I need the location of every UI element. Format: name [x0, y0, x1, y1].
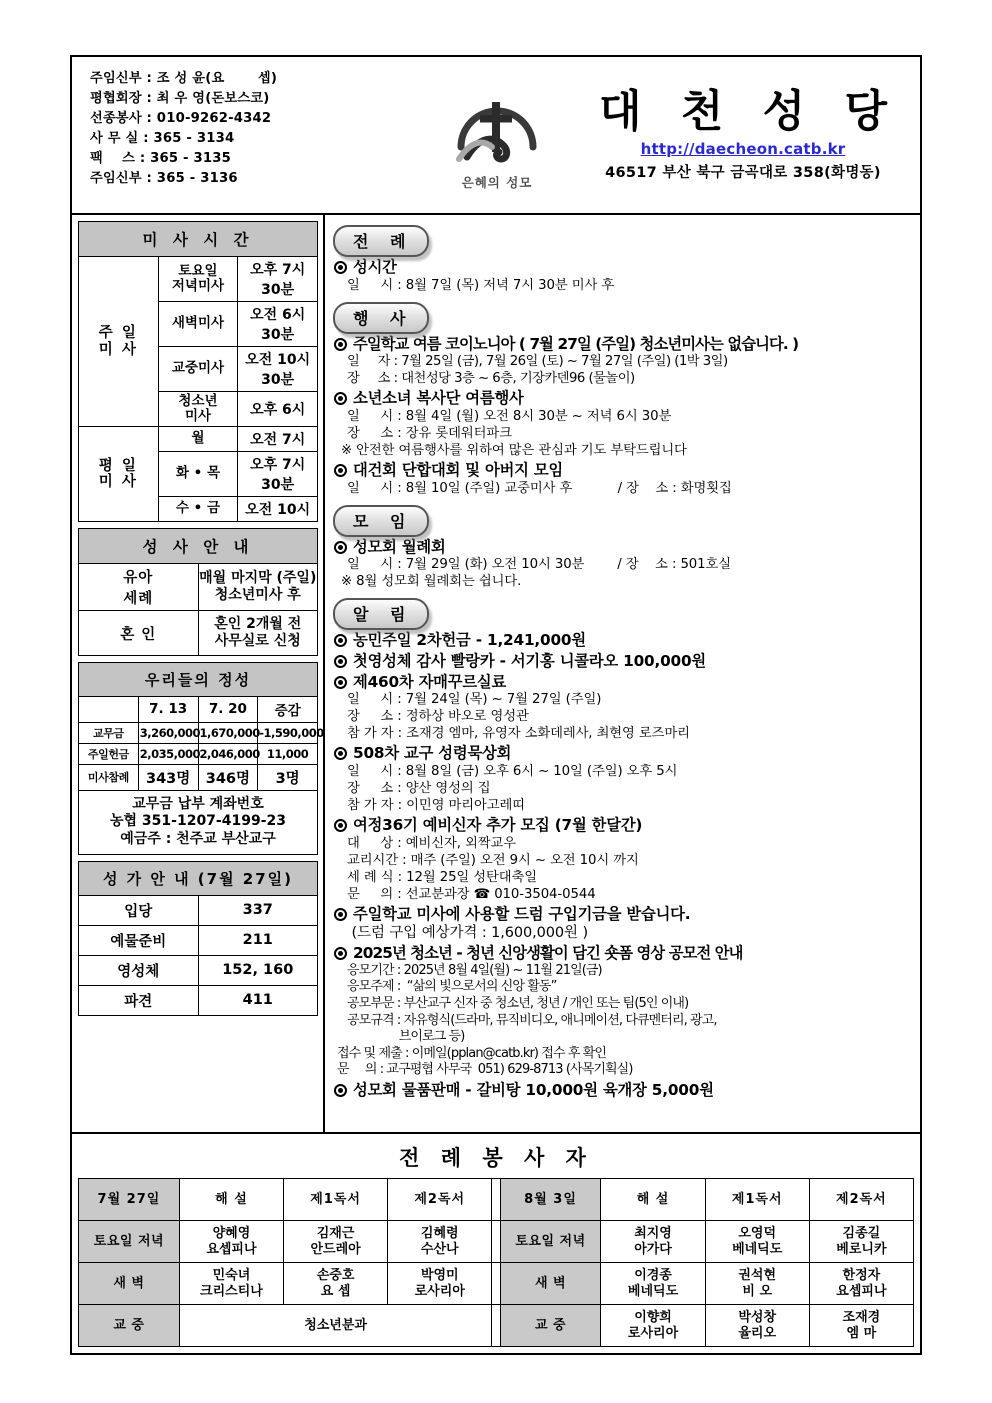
servers-left-header-reading2: 제2독서: [388, 1179, 492, 1221]
servers-right-header-reading2: 제2독서: [809, 1179, 913, 1221]
item-detail-line: 장 소 : 양산 영성의 집: [347, 781, 491, 797]
offering-table: [78, 662, 324, 791]
sacrament-value-infant-baptism: 매월 마지막 (주일) 청소년미사 후: [198, 564, 318, 611]
item-detail-line: 장 소 : 정하상 바오로 영성관: [347, 709, 529, 725]
servers-right-dawn-commentator: [601, 1263, 705, 1305]
mass-group-sunday-label: 주 일 미 사: [79, 257, 159, 427]
servers-table: [78, 1178, 914, 1347]
table-row: [79, 1179, 914, 1221]
bullet-icon: [334, 655, 347, 668]
servers-left-row-label-sat-evening: 토요일 저녁: [79, 1221, 180, 1263]
item-detail-line: (드럼 구입 예상가격 : 1,600,000원 ): [347, 924, 589, 941]
server-name: 박성창: [738, 1310, 777, 1326]
right-column: [325, 215, 920, 1132]
list-item: [333, 631, 914, 650]
item-detail-note: ※ 안전한 여름행사를 위하여 많은 관심과 기도 부탁드립니다: [341, 443, 687, 459]
bulletin-body: [72, 215, 920, 1132]
bullet-icon: [334, 747, 347, 760]
item-heading: [333, 1081, 914, 1100]
table-row: [79, 764, 318, 790]
hymn-value-communion: 152, 160: [198, 955, 318, 985]
servers-left-sat-reading2: [388, 1221, 492, 1263]
item-detail-line: 공모규격 : 자유형식(드라마, 뮤직비디오, 애니메이션, 다큐멘터리, 광고,: [347, 1012, 717, 1028]
servers-left-main-merged: 청소년분과: [179, 1305, 491, 1347]
table-row: [79, 895, 318, 925]
server-name: 손중호: [316, 1268, 355, 1284]
item-detail-line: 문 의 : 교구평협 사무국 051) 629-8713 (사목기획실): [337, 1062, 633, 1078]
offering-sunday-change: 11,000: [258, 743, 318, 764]
item-heading: [333, 816, 914, 835]
mass-time-wed-fri: 오전 10시: [238, 497, 318, 522]
item-heading-text: 성모회 월례회: [353, 537, 446, 556]
server-baptismal-name: 수산나: [420, 1241, 459, 1257]
bullet-icon: [334, 1084, 347, 1097]
item-heading-text: 508차 교구 성령묵상회: [353, 744, 512, 763]
list-item: [333, 673, 914, 743]
mass-kind-youth: 청소년 미사: [158, 392, 238, 427]
item-detail-line: 접수 및 제출 : 이메일(pplan@catb.kr) 접수 후 확인: [337, 1045, 607, 1061]
church-logo-block: [422, 57, 572, 213]
server-baptismal-name: 요셉피나: [206, 1241, 257, 1257]
servers-right-sat-commentator: [601, 1221, 705, 1263]
servers-left-dawn-commentator: [179, 1263, 283, 1305]
mass-kind-main: 교중미사: [158, 347, 238, 392]
servers-right-main-reading1: [705, 1305, 809, 1347]
servers-right-row-label-main: 교 중: [500, 1305, 601, 1347]
sacrament-key-marriage: 혼 인: [79, 611, 199, 656]
bulletin-page: [70, 55, 922, 1355]
servers-right-dawn-reading1: [705, 1263, 809, 1305]
hymn-value-entrance: 337: [198, 895, 318, 925]
list-item: [333, 258, 914, 294]
hymn-guide-title: 성 가 안 내 (7월 27일): [79, 861, 318, 895]
hymn-label-offertory: 예물준비: [79, 925, 199, 955]
bullet-icon: [334, 392, 347, 405]
mass-schedule-title: 미 사 시 간: [79, 222, 318, 257]
table-row: [79, 722, 318, 743]
mass-time-tue-thu: 오후 7시 30분: [238, 452, 318, 497]
offering-attendance-date1: 343명: [138, 764, 198, 790]
item-heading: [333, 905, 914, 924]
table-row: [79, 1221, 914, 1263]
servers-left-dawn-reading2: [388, 1263, 492, 1305]
server-name: 이경종: [634, 1268, 672, 1284]
mass-time-monday: 오전 7시: [238, 427, 318, 452]
item-heading: [333, 631, 914, 650]
offering-sunday-date2: 2,046,000: [198, 743, 258, 764]
offering-dues-date2: 1,670,000: [198, 722, 258, 743]
item-detail-line: 일 시 : 7월 24일 (목) ~ 7월 27일 (주일): [347, 692, 602, 708]
server-baptismal-name: 비 오: [742, 1283, 773, 1299]
servers-left-header-commentator: 해 설: [179, 1179, 283, 1221]
item-detail-line: 장 소 : 장유 롯데워터파크: [347, 426, 512, 442]
item-heading: [333, 538, 914, 557]
account-number: 농협 351-1207-4199-23: [110, 813, 286, 830]
contact-line-priest: 주임신부 : 조 성 윤(요 셉): [90, 71, 278, 86]
servers-right-row-label-dawn: 새 벽: [500, 1263, 601, 1305]
section-pill-meetings-label: 모 임: [333, 505, 429, 537]
offering-sunday-date1: 2,035,000: [138, 743, 198, 764]
item-heading-text: 농민주일 2차헌금 - 1,241,000원: [353, 631, 586, 650]
list-item: [333, 1081, 914, 1100]
hymn-guide-table: [78, 861, 318, 1016]
list-item: [333, 744, 914, 814]
bullet-icon: [334, 338, 347, 351]
server-baptismal-name: 아가다: [634, 1241, 672, 1257]
left-column: [72, 215, 325, 1132]
mass-kind-tue-thu: 화 • 목: [158, 452, 238, 497]
offering-title: 우리들의 정성: [79, 662, 318, 696]
item-detail-line: 대 상 : 예비신자, 외짝교우: [347, 835, 516, 851]
contact-line-council-chair: 평협회장 : 최 우 영(돈보스코): [90, 91, 270, 107]
server-name: 이향희: [634, 1310, 672, 1326]
servers-right-main-commentator: [601, 1305, 705, 1347]
hymn-label-recessional: 파견: [79, 985, 199, 1015]
item-detail-line: 문 의 : 선교분과장 ☎ 010-3504-0544: [347, 886, 596, 902]
table-gap: [492, 1221, 500, 1263]
server-baptismal-name: 크리스티나: [200, 1283, 263, 1299]
contact-line-priest-phone: 주임신부 : 365 - 3136: [90, 171, 238, 187]
section-pill-events: [333, 302, 914, 332]
item-heading: [333, 944, 914, 963]
item-detail-line: 브이로그 등): [347, 1029, 465, 1045]
offering-dues-date1: 3,260,000: [138, 722, 198, 743]
offering-col-date2: 7. 20: [198, 696, 258, 722]
offering-attendance-change: 3명: [258, 764, 318, 790]
item-detail-line: 장 소 : 대천성당 3층 ~ 6층, 기장카덴96 (물놀이): [347, 371, 635, 387]
offering-col-date1: 7. 13: [138, 696, 198, 722]
bullet-icon: [334, 464, 347, 477]
liturgical-servers-section: [72, 1132, 920, 1353]
server-name: 김종길: [842, 1226, 881, 1242]
item-heading-text: 성모회 물품판매 - 갈비탕 10,000원 육개장 5,000원: [353, 1081, 714, 1100]
server-baptismal-name: 베네딕도: [627, 1283, 679, 1299]
mass-time-youth: 오후 6시: [238, 392, 318, 427]
table-gap: [492, 1263, 500, 1305]
item-heading-text: 제460차 자매꾸르실료: [353, 672, 507, 691]
servers-right-main-reading2: [809, 1305, 913, 1347]
server-name: 한정자: [842, 1268, 881, 1284]
item-heading: [333, 258, 914, 277]
server-baptismal-name: 요 셉: [320, 1283, 351, 1299]
bullet-icon: [334, 947, 347, 960]
offering-row-label-attendance: 미사참례: [79, 764, 139, 790]
sacrament-key-infant-baptism: 유아 세례: [79, 564, 199, 611]
account-title: 교무금 납부 계좌번호: [132, 795, 264, 812]
item-detail-line: 일 시 : 8월 4일 (월) 오전 8시 30분 ~ 저녁 6시 30분: [347, 409, 672, 425]
church-website-link[interactable]: http://daecheon.catb.kr: [640, 139, 846, 158]
table-gap: [492, 1179, 500, 1221]
offering-dues-change: -1,590,000: [258, 722, 318, 743]
server-baptismal-name: 로사리아: [414, 1283, 465, 1299]
bullet-icon: [334, 261, 347, 274]
offering-row-label-dues: 교무금: [79, 722, 139, 743]
server-baptismal-name: 안드레아: [310, 1241, 361, 1257]
mass-time-dawn: 오전 6시 30분: [238, 302, 318, 347]
contact-line-funeral-service: 선종봉사 : 010-9262-4342: [90, 111, 272, 127]
item-detail-line: 교리시간 : 매주 (주일) 오전 9시 ~ 오전 10시 까지: [347, 852, 639, 868]
server-name: 조재경: [842, 1310, 881, 1326]
mass-time-main: 오전 10시 30분: [238, 347, 318, 392]
servers-right-header-reading1: 제1독서: [705, 1179, 809, 1221]
server-baptismal-name: 엠 마: [846, 1325, 877, 1341]
item-detail-line: 응모주제 : “삶의 빛으로서의 신앙 활동”: [347, 979, 557, 995]
item-heading-text: 주일학교 미사에 사용할 드럼 구입기금을 받습니다.: [353, 904, 691, 923]
list-item: [333, 389, 914, 459]
table-row: [79, 1263, 914, 1305]
contact-info-block: [72, 57, 422, 213]
item-detail-line: 일 시 : 7월 29일 (화) 오전 10시 30분 / 장 소 : 501호실: [347, 557, 732, 573]
server-name: 민숙녀: [212, 1268, 251, 1284]
sacrament-guide-table: [78, 528, 318, 656]
item-heading-text: 여정36기 예비신자 추가 모집 (7월 한달간): [353, 816, 643, 835]
section-pill-events-label: 행 사: [333, 302, 429, 334]
section-pill-meetings: [333, 505, 914, 535]
item-detail-note: ※ 8월 성모회 월례회는 쉽니다.: [341, 574, 522, 590]
servers-right-dawn-reading2: [809, 1263, 913, 1305]
grace-mother-logo-icon: [449, 85, 545, 171]
mass-kind-monday: 월: [158, 427, 238, 452]
servers-right-header-commentator: 해 설: [601, 1179, 705, 1221]
server-name: 최지영: [634, 1226, 672, 1242]
servers-left-date: 7월 27일: [79, 1179, 180, 1221]
hymn-value-offertory: 211: [198, 925, 318, 955]
bulletin-header: [72, 57, 920, 215]
item-detail-line: 응모기간 : 2025년 8월 4일(월) ~ 11월 21일(금): [347, 962, 602, 978]
offering-row-label-sunday: 주일헌금: [79, 743, 139, 764]
servers-right-sat-reading1: [705, 1221, 809, 1263]
list-item: [333, 944, 914, 1079]
contact-line-office: 사 무 실 : 365 - 3134: [90, 131, 235, 147]
item-heading: [333, 335, 914, 354]
servers-left-row-label-main: 교 중: [79, 1305, 180, 1347]
server-baptismal-name: 베네딕도: [732, 1241, 783, 1257]
list-item: [333, 905, 914, 942]
logo-caption: 은혜의 성모: [461, 175, 533, 190]
account-info-block: [78, 791, 318, 855]
server-name: 김혜령: [420, 1226, 459, 1242]
item-detail-line: 일 시 : 8월 7일 (목) 저녁 7시 30분 미사 후: [347, 277, 615, 293]
contact-line-fax: 팩 스 : 365 - 3135: [90, 151, 231, 167]
server-name: 권석현: [738, 1268, 777, 1284]
offering-col-blank: [79, 696, 139, 722]
servers-right-date: 8월 3일: [500, 1179, 601, 1221]
servers-left-sat-reading1: [284, 1221, 388, 1263]
mass-kind-saturday-evening: 토요일 저녁미사: [158, 257, 238, 302]
item-heading: [333, 673, 914, 692]
item-detail-line: 일 시 : 8월 8일 (금) 오후 6시 ~ 10일 (주일) 오후 5시: [347, 764, 678, 780]
servers-left-row-label-dawn: 새 벽: [79, 1263, 180, 1305]
section-pill-liturgy-label: 전 례: [333, 225, 429, 257]
table-row: [79, 925, 318, 955]
server-name: 오영덕: [738, 1226, 777, 1242]
mass-kind-dawn: 새벽미사: [158, 302, 238, 347]
list-item: [333, 652, 914, 671]
server-baptismal-name: 베로니카: [836, 1241, 887, 1257]
table-row: [79, 985, 318, 1015]
bullet-icon: [334, 908, 347, 921]
servers-right-row-label-sat-evening: 토요일 저녁: [500, 1221, 601, 1263]
server-name: 김재근: [316, 1226, 355, 1242]
bullet-icon: [334, 819, 347, 832]
list-item: [333, 816, 914, 903]
item-heading: [333, 461, 914, 480]
item-heading-text: 대건회 단합대회 및 아버지 모임: [353, 461, 564, 480]
bullet-icon: [334, 634, 347, 647]
section-pill-liturgy: [333, 225, 914, 255]
server-baptismal-name: 로사리아: [627, 1325, 679, 1341]
section-pill-notices: [333, 598, 914, 628]
church-address: 46517 부산 북구 금곡대로 358(화명동): [605, 164, 881, 181]
table-gap: [492, 1305, 500, 1347]
item-heading-text: 2025년 청소년 - 청년 신앙생활이 담긴 숏폼 영상 공모전 안내: [353, 944, 743, 963]
item-heading-text: 주일학교 여름 코이노니아 ( 7월 27일 (주일) 청소년미사는 없습니다. ): [353, 334, 799, 353]
mass-time-saturday-evening: 오후 7시 30분: [238, 257, 318, 302]
hymn-label-entrance: 입당: [79, 895, 199, 925]
mass-schedule-table: [78, 221, 318, 522]
list-item: [333, 461, 914, 497]
item-detail-line: 참 가 자 : 조재경 엠마, 유영자 소화데레사, 최현영 로즈마리: [347, 726, 690, 742]
item-heading-text: 소년소녀 복사단 여름행사: [353, 389, 524, 408]
bullet-icon: [334, 676, 347, 689]
offering-col-change: 증감: [258, 696, 318, 722]
item-detail-line: 일 자 : 7월 25일 (금), 7월 26일 (토) ~ 7월 27일 (주일) (1박 3일): [347, 354, 728, 370]
item-heading-text: 첫영성체 감사 빨랑카 - 서기홍 니콜라오 100,000원: [353, 652, 706, 671]
section-pill-notices-label: 알 림: [333, 598, 429, 630]
hymn-label-communion: 영성체: [79, 955, 199, 985]
item-heading: [333, 744, 914, 763]
church-name: 대 천 성 당: [599, 86, 899, 138]
account-holder: 예금주 : 천주교 부산교구: [120, 830, 276, 847]
item-heading: [333, 389, 914, 408]
server-name: 박영미: [420, 1268, 459, 1284]
mass-group-weekday-label: 평 일 미 사: [79, 427, 159, 522]
server-name: 양혜영: [212, 1226, 251, 1242]
servers-title: 전 례 봉 사 자: [399, 1146, 593, 1170]
mass-kind-wed-fri: 수 • 금: [158, 497, 238, 522]
table-row: [79, 743, 318, 764]
sacrament-guide-title: 성 사 안 내: [79, 529, 318, 564]
item-detail-line: 공모부문 : 부산교구 신자 중 청소년, 청년 / 개인 또는 팀(5인 이내): [347, 995, 689, 1011]
item-heading-text: 성시간: [353, 258, 397, 276]
servers-left-header-reading1: 제1독서: [284, 1179, 388, 1221]
servers-left-sat-commentator: [179, 1221, 283, 1263]
item-heading: [333, 652, 914, 671]
servers-left-dawn-reading1: [284, 1263, 388, 1305]
list-item: [333, 335, 914, 388]
server-baptismal-name: 율리오: [738, 1325, 777, 1341]
table-row: [79, 1305, 914, 1347]
item-detail-line: 참 가 자 : 이민영 마리아고레띠: [347, 798, 525, 814]
sacrament-value-marriage: 혼인 2개월 전 사무실로 신청: [198, 611, 318, 656]
table-row: [79, 955, 318, 985]
servers-right-sat-reading2: [809, 1221, 913, 1263]
hymn-value-recessional: 411: [198, 985, 318, 1015]
server-baptismal-name: 요셉피나: [836, 1283, 887, 1299]
item-detail-line: 세 례 식 : 12월 25일 성탄대축일: [347, 869, 538, 885]
bullet-icon: [334, 541, 347, 554]
offering-attendance-date2: 346명: [198, 764, 258, 790]
list-item: [333, 538, 914, 591]
church-title-block: [572, 57, 920, 213]
item-detail-line: 일 시 : 8월 10일 (주일) 교중미사 후 / 장 소 : 화명횟집: [347, 480, 732, 496]
